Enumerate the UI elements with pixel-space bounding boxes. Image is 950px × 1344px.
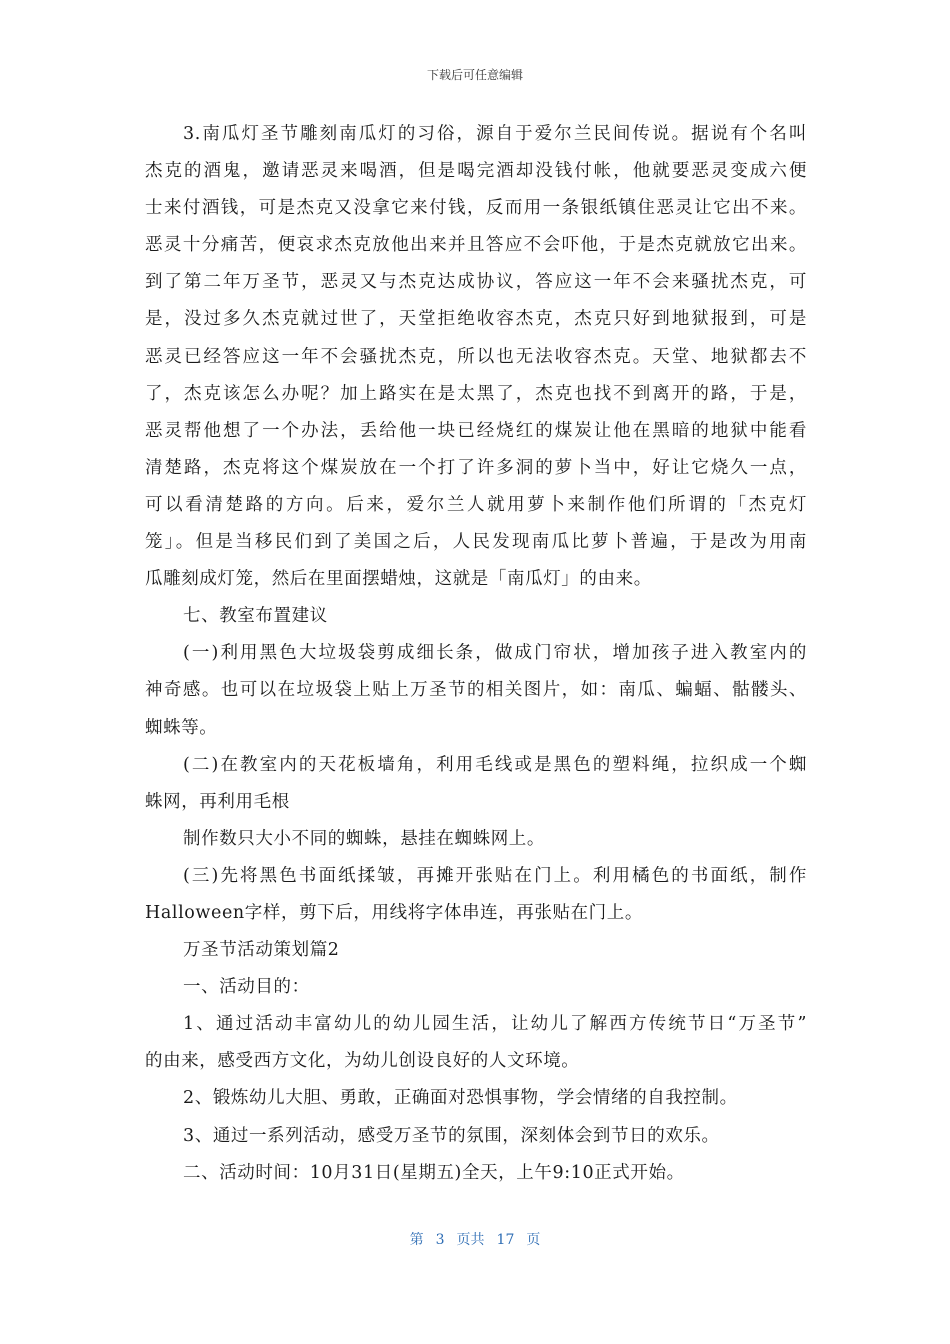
text-line: 笼」。但是当移民们到了美国之后，人民发现南瓜比萝卜普遍，于是改为用南	[145, 532, 807, 553]
section-heading: 二、活动时间：10月31日(星期五)全天，上午9:10正式开始。	[183, 1162, 685, 1183]
text-line: 杰克的酒鬼，邀请恶灵来喝酒，但是喝完酒却没钱付帐，他就要恶灵变成六便	[145, 161, 807, 182]
text-line: (一)利用黑色大垃圾袋剪成细长条，做成门帘状，增加孩子进入教室内的	[183, 643, 807, 664]
text-line: 恶灵十分痛苦，便哀求杰克放他出来并且答应不会吓他，于是杰克就放它出来。	[145, 235, 807, 256]
text-line: (三)先将黑色书面纸揉皱，再摊开张贴在门上。利用橘色的书面纸，制作	[183, 865, 807, 886]
text-line: Halloween字样，剪下后，用线将字体串连，再张贴在门上。	[145, 902, 643, 923]
text-line: 恶灵帮他想了一个办法，丢给他一块已经烧红的煤炭让他在黑暗的地狱中能看	[145, 420, 807, 441]
text-line: 是，没过多久杰克就过世了，天堂拒绝收容杰克，杰克只好到地狱报到，可是	[145, 309, 807, 330]
text-line: 蜘蛛等。	[145, 717, 218, 738]
text-line: 2、锻炼幼儿大胆、勇敢，正确面对恐惧事物，学会情绪的自我控制。	[183, 1088, 738, 1109]
text-line: 了，杰克该怎么办呢？加上路实在是太黑了，杰克也找不到离开的路，于是，	[145, 383, 807, 404]
text-line: 士来付酒钱，可是杰克又没拿它来付钱，反而用一条银纸镇住恶灵让它出不来。	[145, 198, 807, 219]
text-line: 的由来，感受西方文化，为幼儿创设良好的人文环境。	[145, 1051, 580, 1072]
text-line: 瓜雕刻成灯笼，然后在里面摆蜡烛，这就是「南瓜灯」的由来。	[145, 569, 652, 590]
footer-middle: 页共	[456, 1232, 485, 1248]
text-line: 3.南瓜灯圣节雕刻南瓜灯的习俗，源自于爱尔兰民间传说。据说有个名叫	[183, 124, 807, 144]
document-body	[145, 116, 807, 1192]
text-line: 制作数只大小不同的蜘蛛，悬挂在蜘蛛网上。	[183, 828, 545, 849]
text-line: 清楚路，杰克将这个煤炭放在一个打了许多洞的萝卜当中，好让它烧久一点，	[145, 457, 807, 478]
section-heading: 七、教室布置建议	[183, 606, 328, 627]
page-header: 下载后可任意编辑	[426, 68, 523, 82]
footer-suffix: 页	[526, 1232, 541, 1248]
text-line: 神奇感。也可以在垃圾袋上贴上万圣节的相关图片，如：南瓜、蝙蝠、骷髅头、	[145, 680, 807, 701]
text-line: (二)在教室内的天花板墙角，利用毛线或是黑色的塑料绳，拉织成一个蜘	[183, 754, 807, 775]
page-footer	[0, 1229, 950, 1249]
text-line: 恶灵已经答应这一年不会骚扰杰克，所以也无法收容杰克。天堂、地狱都去不	[145, 346, 807, 367]
text-line: 到了第二年万圣节，恶灵又与杰克达成协议，答应这一年不会来骚扰杰克，可	[145, 272, 807, 293]
article-title: 万圣节活动策划篇2	[183, 940, 340, 961]
footer-prefix: 第	[409, 1232, 424, 1248]
text-line: 3、通过一系列活动，感受万圣节的氛围，深刻体会到节日的欢乐。	[183, 1125, 720, 1146]
text-line: 可以看清楚路的方向。后来，爱尔兰人就用萝卜来制作他们所谓的「杰克灯	[145, 494, 807, 515]
footer-page-number: 3	[435, 1232, 445, 1248]
footer-total-pages: 17	[496, 1232, 515, 1248]
text-line: 1、通过活动丰富幼儿的幼儿园生活，让幼儿了解西方传统节日“万圣节”	[183, 1014, 807, 1035]
section-heading: 一、活动目的：	[183, 977, 310, 998]
text-line: 蛛网，再利用毛根	[145, 791, 290, 812]
